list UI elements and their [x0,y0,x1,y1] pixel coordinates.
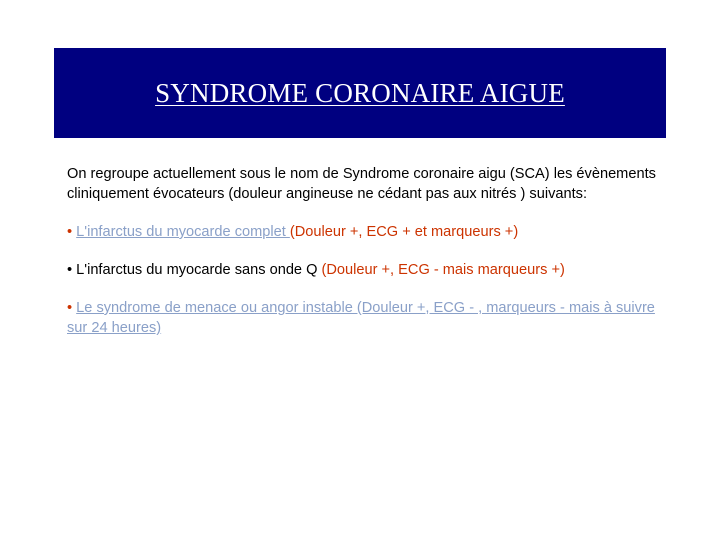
list-item-angor-instable [67,298,667,338]
bullet-icon: • [67,300,73,316]
infarctus-sans-onde-q-label: L'infarctus du myocarde sans onde Q [76,262,322,278]
angor-instable-link[interactable]: Le syndrome de menace ou angor instable (Douleur +, ECG - , marqueurs - mais à suivre sur 24 heures) [67,300,655,336]
bullet-icon: • [67,224,73,240]
list-item-infarctus-sans-onde-q [67,260,667,280]
title-bar [54,48,666,138]
infarctus-sans-onde-q-detail: (Douleur +, ECG - mais marqueurs +) [321,262,565,278]
infarctus-complet-detail: (Douleur +, ECG + et marqueurs +) [289,224,519,240]
intro-paragraph: On regroupe actuellement sous le nom de Syndrome coronaire aigu (SCA) les évènements cliniquement évocateurs (douleur angineuse ne cédant pas aux nitrés ) suivants: [67,166,656,202]
slide-title: SYNDROME CORONAIRE AIGUE [155,77,565,108]
bullet-icon: • [67,262,73,278]
slide-body [67,164,667,356]
list-item-infarctus-complet [67,222,667,242]
infarctus-complet-link[interactable]: L'infarctus du myocarde complet [76,224,290,240]
